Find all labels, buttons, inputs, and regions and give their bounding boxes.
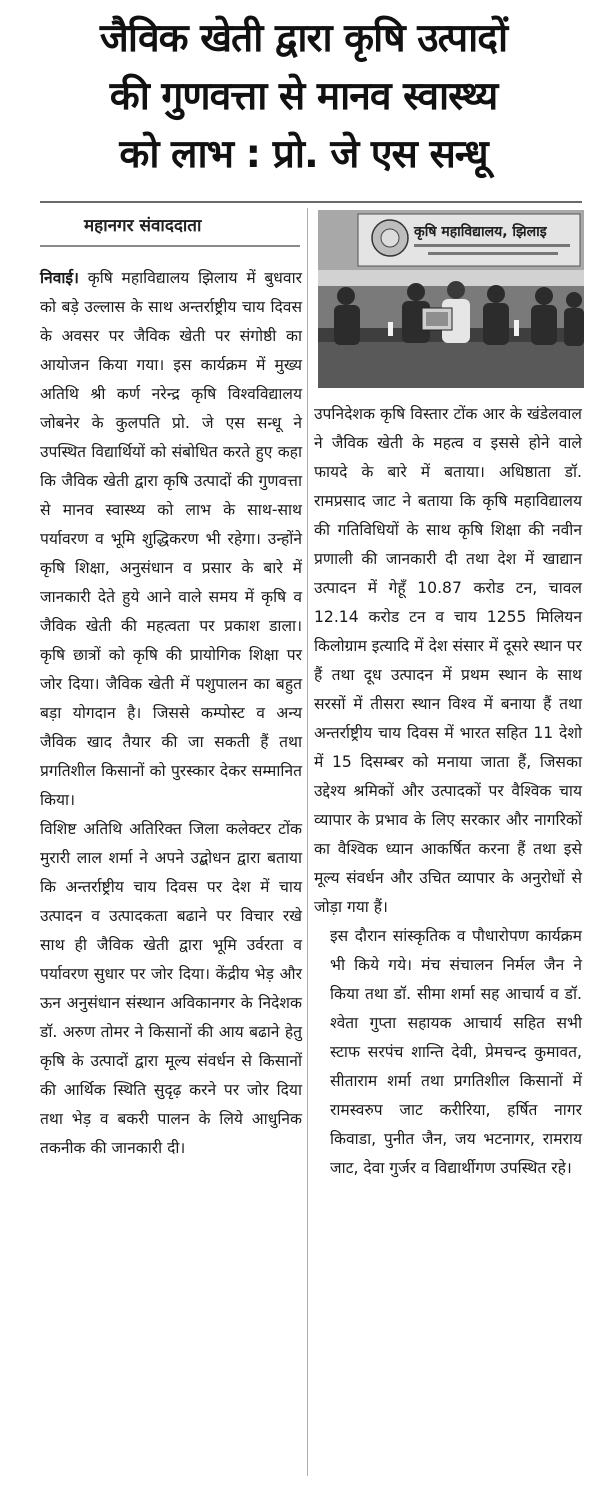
article-text: कृषि महाविद्यालय झिलाय में बुधवार को बड़े उल्लास के साथ अन्तर्राष्ट्रीय चाय दिवस के अवसर पर जैविक खेती पर संगोष्ठी का आयोजन किया गया। इस कार्यक्रम में मुख्य अतिथि श्री कर्ण नरेन्द्र कृषि विश्वविद्यालय जोबनेर के कुलपति प्रो. जे एस सन्धू ने उपस्थित विद्यार्थियों को संबोधित करते हुए कहा कि जैविक खेती द्वारा कृषि उत्पादों की गुणवत्ता से मानव स्वास्थ्य को लाभ के साथ-साथ पर्यावरण व भूमि शुद्धिकरण भी रहेगा। उन्होंने कृषि शिक्षा, अनुसंधान व प्रसार के बारे में जानकारी देते हुये आने वाले समय में कृषि व जैविक खेती की महत्वता पर प्रकाश डाला। कृषि छात्रों को कृषि की प्रायोगिक शिक्षा पर जोर दिया। जैविक खेती में पशुपालन का बहुत बड़ा योगदान है। जिससे कम्पोस्ट व अन्य जैविक खाद तैयार की जा सकती हैं तथा प्रगतिशील किसानों को पुरस्कार देकर सम्मानित किया। [40, 269, 302, 809]
byline: महानगर संवाददाता [84, 216, 202, 236]
column-divider [307, 208, 308, 1476]
headline-line-2: की गुणवत्ता से मानव स्वास्थ्य [109, 74, 498, 119]
article-paragraph: इस दौरान सांस्कृतिक व पौधारोपण कार्यक्रम भी किये गये। मंच संचालन निर्मल जैन ने किया तथा डॉ. सीमा शर्मा सह आचार्य व डॉ. श्वेता गुप्ता सहायक आचार्य सहित सभी स्टाफ सरपंच शान्ति देवी, प्रेमचन्द कुमावत, सीताराम शर्मा तथा प्रगतिशील किसानों में रामस्वरुप जाट करीरिया, हर्षित नागर किवाडा, पुनीत जैन, जय भटनागर, रामराय जाट, देवा गुर्जर व विद्यार्थीगण उपस्थित रहे। [330, 927, 582, 1177]
banner-text: कृषि महाविद्यालय, झिलाइ [414, 224, 547, 240]
headline-line-1: जैविक खेती द्वारा कृषि उत्पादों [99, 16, 508, 61]
byline-rule [40, 245, 300, 247]
headline-rule [40, 201, 582, 203]
headline [14, 10, 593, 184]
article-paragraph: उपनिदेशक कृषि विस्तार टोंक आर के खंडेलवाल ने जैविक खेती के महत्व व इससे होने वाले फायदे के बारे में बताया। अधिष्ठाता डॉ. रामप्रसाद जाट ने बताया कि कृषि महाविद्यालय की गतिविधियों के साथ कृषि शिक्षा की नवीन प्रणाली की जानकारी दी तथा देश में खाद्यान उत्पादन में गेहूँ 10.87 करोड टन, चावल 12.14 करोड टन व चाय 1255 मिलियन किलोग्राम इत्यादि में देश संसार में दूसरे स्थान पर हैं तथा दूध उत्पादन में प्रथम स्थान के साथ सरसों में तीसरा स्थान विश्व में बनाया हैं तथा अन्तर्राष्ट्रीय चाय दिवस में भारत सहित 11 देशो में 15 दिसम्बर को मनाया जाता हैं, जिसका उद्देश्य श्रमिकों और उत्पादकों पर वैश्विक चाय व्यापार के प्रभाव के लिए सरकार और नागरिकों का वैश्विक ध्यान आकर्षित करना हैं तथा इसे मूल्य संवर्धन और उचित व्यापार के अनुरोधों से जोड़ा गया हैं। [314, 405, 582, 916]
headline-line-3: को लाभ : प्रो. जे एस सन्धू [119, 132, 488, 177]
article-right-column [314, 400, 582, 1183]
article-paragraph: विशिष्ट अतिथि अतिरिक्त जिला कलेक्टर टोंक मुरारी लाल शर्मा ने अपने उद्बोधन द्वारा बताया कि अन्तर्राष्ट्रीय चाय दिवस पर देश में चाय उत्पादन व उत्पादकता बढाने पर विचार रखे साथ ही जैविक खेती द्वारा भूमि उर्वरता व पर्यावरण सुधार पर जोर दिया। केंद्रीय भेड़ और ऊन अनुसंधान संस्थान अविकानगर के निदेशक डॉ. अरुण तोमर ने किसानों की आय बढाने हेतु कृषि के उत्पादों द्वारा मूल्य संवर्धन से किसानों की आर्थिक स्थिति सुदृढ़ करने पर जोर दिया तथा भेड़ व बकरी पालन के लिये आधुनिक तकनीक की जानकारी दी। [40, 820, 302, 1157]
article-paragraph [40, 264, 302, 815]
dateline: निवाई। [40, 269, 79, 287]
event-photo [318, 210, 584, 388]
article-left-column [40, 264, 302, 1163]
